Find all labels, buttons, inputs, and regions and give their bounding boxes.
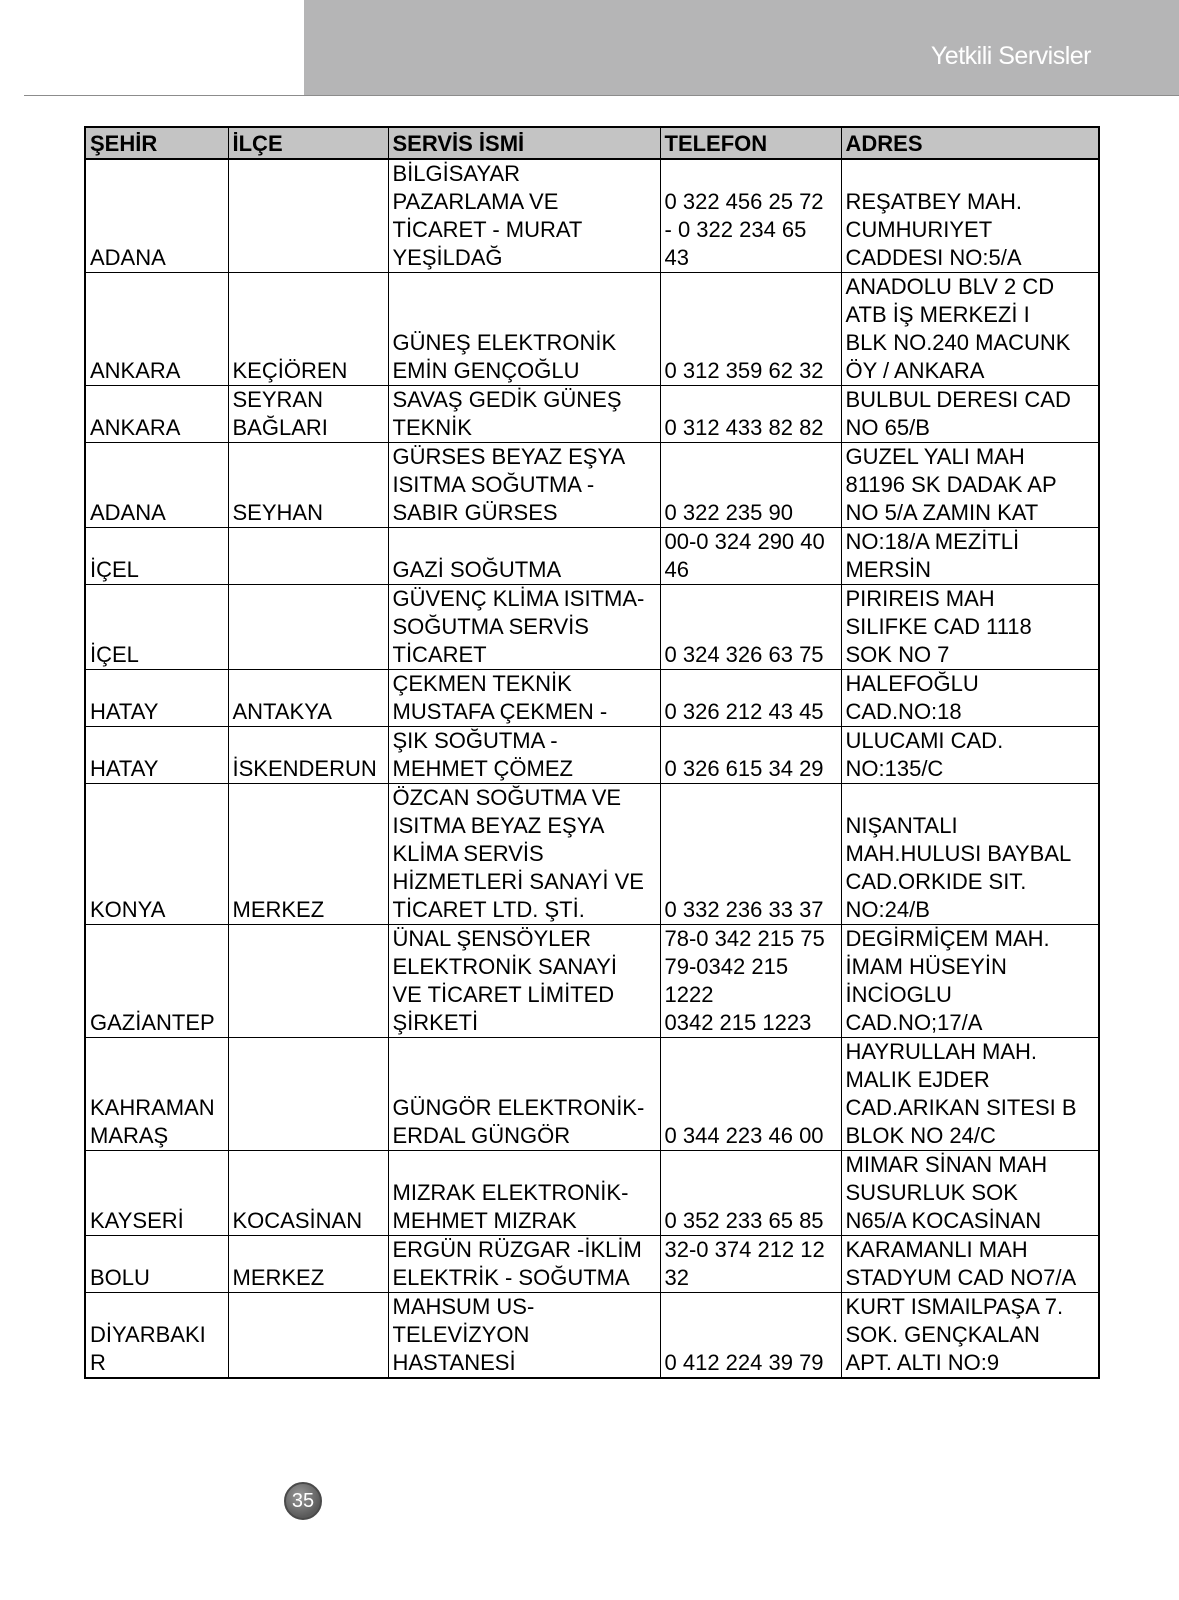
cell-servis: GÜNEŞ ELEKTRONİK EMİN GENÇOĞLU xyxy=(388,273,660,386)
cell-servis: ERGÜN RÜZGAR -İKLİM ELEKTRİK - SOĞUTMA xyxy=(388,1236,660,1293)
table-row xyxy=(85,273,1099,386)
table-row xyxy=(85,585,1099,670)
cell-telefon: 0 312 359 62 32 xyxy=(660,273,841,386)
cell-ilce: SEYRAN BAĞLARI xyxy=(228,386,388,443)
cell-ilce xyxy=(228,1038,388,1151)
cell-sehir: KAYSERİ xyxy=(85,1151,228,1236)
cell-ilce xyxy=(228,925,388,1038)
cell-servis: GÜNGÖR ELEKTRONİK- ERDAL GÜNGÖR xyxy=(388,1038,660,1151)
cell-sehir: ANKARA xyxy=(85,273,228,386)
cell-adres: NIŞANTALI MAH.HULUSI BAYBAL CAD.ORKIDE SIT. NO:24/B xyxy=(841,784,1099,925)
cell-telefon: 00-0 324 290 40 46 xyxy=(660,528,841,585)
cell-sehir: İÇEL xyxy=(85,528,228,585)
cell-servis: ÜNAL ŞENSÖYLER ELEKTRONİK SANAYİ VE TİCARET LİMİTED ŞİRKETİ xyxy=(388,925,660,1038)
cell-ilce: İSKENDERUN xyxy=(228,727,388,784)
table-row xyxy=(85,784,1099,925)
cell-sehir: DİYARBAKI R xyxy=(85,1293,228,1379)
table-row xyxy=(85,528,1099,585)
cell-servis: MIZRAK ELEKTRONİK- MEHMET MIZRAK xyxy=(388,1151,660,1236)
cell-sehir: KONYA xyxy=(85,784,228,925)
column-header-sehir: ŞEHİR xyxy=(85,127,228,159)
cell-ilce xyxy=(228,585,388,670)
table-row xyxy=(85,1038,1099,1151)
cell-sehir: KAHRAMAN MARAŞ xyxy=(85,1038,228,1151)
page-number-badge: 35 xyxy=(284,1482,322,1520)
table-body xyxy=(85,159,1099,1378)
cell-telefon: 0 412 224 39 79 xyxy=(660,1293,841,1379)
cell-sehir: HATAY xyxy=(85,727,228,784)
cell-servis: ÖZCAN SOĞUTMA VE ISITMA BEYAZ EŞYA KLİMA SERVİS HİZMETLERİ SANAYİ VE TİCARET LTD. ŞTİ. xyxy=(388,784,660,925)
cell-telefon: 0 326 615 34 29 xyxy=(660,727,841,784)
cell-adres: ULUCAMI CAD. NO:135/C xyxy=(841,727,1099,784)
table-row xyxy=(85,670,1099,727)
cell-adres: DEGİRMİÇEM MAH. İMAM HÜSEYİN İNCİOGLU CAD.NO;17/A xyxy=(841,925,1099,1038)
cell-sehir: ANKARA xyxy=(85,386,228,443)
cell-telefon: 0 312 433 82 82 xyxy=(660,386,841,443)
column-header-telefon: TELEFON xyxy=(660,127,841,159)
cell-telefon: 0 352 233 65 85 xyxy=(660,1151,841,1236)
table-row xyxy=(85,1293,1099,1379)
cell-adres: BULBUL DERESI CAD NO 65/B xyxy=(841,386,1099,443)
cell-ilce: MERKEZ xyxy=(228,784,388,925)
cell-sehir: ADANA xyxy=(85,443,228,528)
cell-ilce xyxy=(228,1293,388,1379)
cell-servis: ŞIK SOĞUTMA - MEHMET ÇÖMEZ xyxy=(388,727,660,784)
cell-sehir: BOLU xyxy=(85,1236,228,1293)
cell-servis: ÇEKMEN TEKNİK MUSTAFA ÇEKMEN - xyxy=(388,670,660,727)
column-header-servis: SERVİS İSMİ xyxy=(388,127,660,159)
cell-telefon: 0 324 326 63 75 xyxy=(660,585,841,670)
service-table xyxy=(84,126,1100,1379)
cell-telefon: 78-0 342 215 75 79-0342 215 1222 0342 215 1223 xyxy=(660,925,841,1038)
page-title: Yetkili Servisler xyxy=(930,42,1091,70)
table-row xyxy=(85,159,1099,273)
cell-servis: MAHSUM US- TELEVİZYON HASTANESİ xyxy=(388,1293,660,1379)
column-header-ilce: İLÇE xyxy=(228,127,388,159)
cell-sehir: GAZİANTEP xyxy=(85,925,228,1038)
cell-ilce: KOCASİNAN xyxy=(228,1151,388,1236)
table-row xyxy=(85,1236,1099,1293)
table-header-row xyxy=(85,127,1099,159)
cell-ilce: ANTAKYA xyxy=(228,670,388,727)
cell-servis: GAZİ SOĞUTMA xyxy=(388,528,660,585)
cell-telefon: 0 322 235 90 xyxy=(660,443,841,528)
cell-servis: GÜVENÇ KLİMA ISITMA- SOĞUTMA SERVİS TİCARET xyxy=(388,585,660,670)
cell-telefon: 0 322 456 25 72 - 0 322 234 65 43 xyxy=(660,159,841,273)
cell-adres: HAYRULLAH MAH. MALIK EJDER CAD.ARIKAN SITESI B BLOK NO 24/C xyxy=(841,1038,1099,1151)
cell-ilce: MERKEZ xyxy=(228,1236,388,1293)
cell-adres: KARAMANLI MAH STADYUM CAD NO7/A xyxy=(841,1236,1099,1293)
cell-servis: BİLGİSAYAR PAZARLAMA VE TİCARET - MURAT YEŞİLDAĞ xyxy=(388,159,660,273)
cell-telefon: 0 344 223 46 00 xyxy=(660,1038,841,1151)
cell-servis: GÜRSES BEYAZ EŞYA ISITMA SOĞUTMA - SABIR GÜRSES xyxy=(388,443,660,528)
cell-ilce xyxy=(228,159,388,273)
cell-adres: NO:18/A MEZİTLİ MERSİN xyxy=(841,528,1099,585)
cell-adres: MIMAR SİNAN MAH SUSURLUK SOK N65/A KOCASİNAN xyxy=(841,1151,1099,1236)
table-row xyxy=(85,727,1099,784)
cell-telefon: 0 332 236 33 37 xyxy=(660,784,841,925)
cell-servis: SAVAŞ GEDİK GÜNEŞ TEKNİK xyxy=(388,386,660,443)
cell-adres: PIRIREIS MAH SILIFKE CAD 1118 SOK NO 7 xyxy=(841,585,1099,670)
cell-telefon: 0 326 212 43 45 xyxy=(660,670,841,727)
cell-adres: REŞATBEY MAH. CUMHURIYET CADDESI NO:5/A xyxy=(841,159,1099,273)
cell-adres: ANADOLU BLV 2 CD ATB İŞ MERKEZİ I BLK NO.240 MACUNK ÖY / ANKARA xyxy=(841,273,1099,386)
cell-telefon: 32-0 374 212 12 32 xyxy=(660,1236,841,1293)
cell-sehir: ADANA xyxy=(85,159,228,273)
column-header-adres: ADRES xyxy=(841,127,1099,159)
cell-adres: KURT ISMAILPAŞA 7. SOK. GENÇKALAN APT. ALTI NO:9 xyxy=(841,1293,1099,1379)
table-row xyxy=(85,1151,1099,1236)
header-band xyxy=(304,0,1179,95)
cell-ilce xyxy=(228,528,388,585)
cell-ilce: SEYHAN xyxy=(228,443,388,528)
table-row xyxy=(85,443,1099,528)
cell-ilce: KEÇİÖREN xyxy=(228,273,388,386)
table-row xyxy=(85,925,1099,1038)
table-row xyxy=(85,386,1099,443)
cell-sehir: HATAY xyxy=(85,670,228,727)
cell-sehir: İÇEL xyxy=(85,585,228,670)
header-divider xyxy=(24,95,1179,96)
cell-adres: HALEFOĞLU CAD.NO:18 xyxy=(841,670,1099,727)
cell-adres: GUZEL YALI MAH 81196 SK DADAK AP NO 5/A ZAMIN KAT xyxy=(841,443,1099,528)
